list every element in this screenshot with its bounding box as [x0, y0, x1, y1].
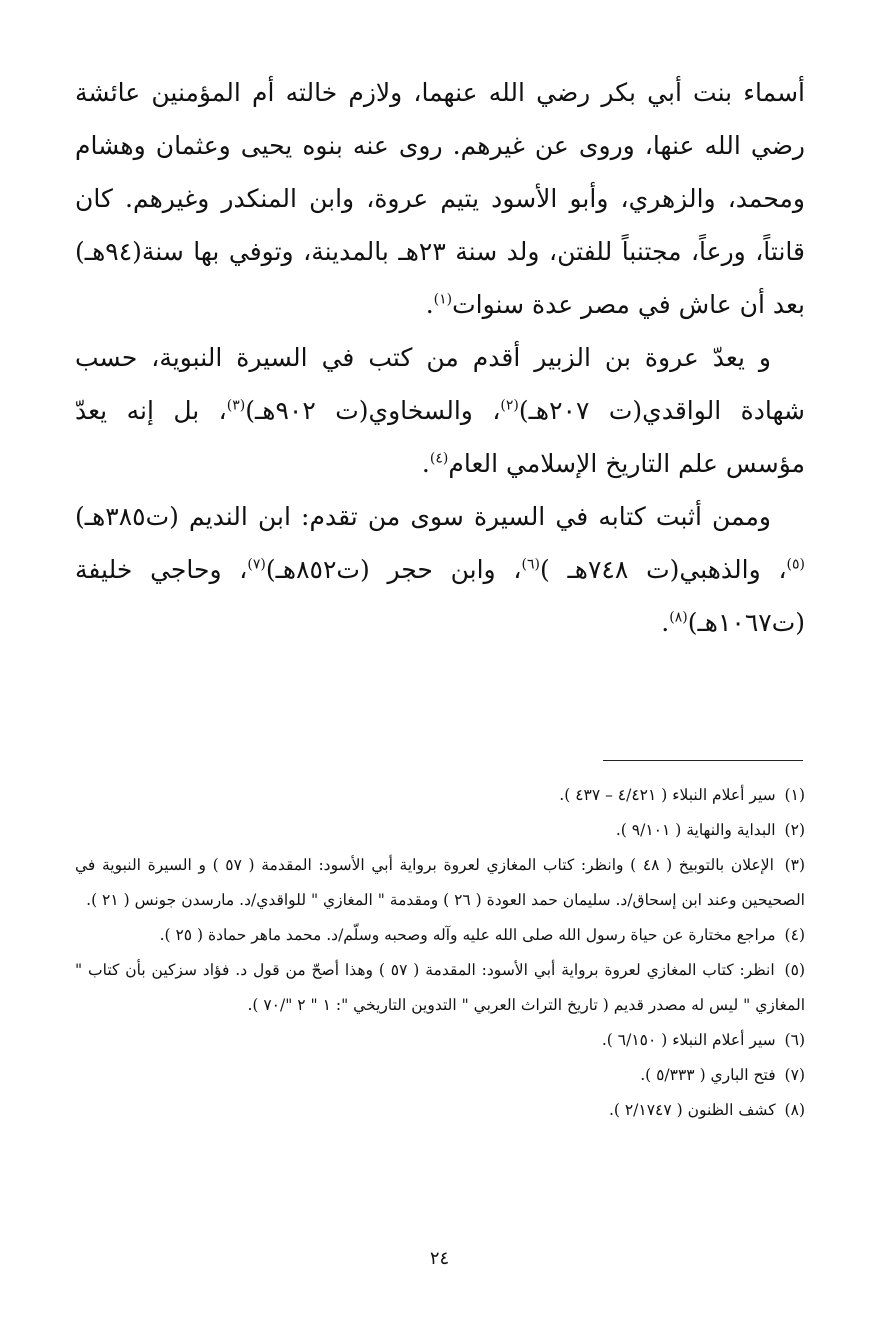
footnote-number: (٢) — [784, 821, 805, 839]
footnote-4 — [75, 918, 805, 953]
footnote-text: فتح الباري ( ٥/٣٣٣ ). — [640, 1066, 776, 1084]
footnote-text: الإعلان بالتوبيخ ( ٤٨ ) وانظر: كتاب المغازي لعروة برواية أبي الأسود: المقدمة ( ٥٧ ) و السيرة النبوية في الصحيحين وعند ابن إسحاق/د. سليمان حمد العودة ( ٢٦ ) ومقدمة " المغازي " للواقدي/د. مارسدن جونس ( ٢١ ). — [75, 856, 805, 909]
paragraph-1 — [75, 66, 805, 331]
footnote-ref-1[interactable]: (١) — [433, 291, 453, 308]
footnote-2 — [75, 813, 805, 848]
footnote-3 — [75, 848, 805, 918]
footnote-6 — [75, 1023, 805, 1058]
footnote-text: كشف الظنون ( ٢/١٧٤٧ ). — [608, 1101, 776, 1119]
text-run: و يعدّ عروة بن الزبير أقدم من كتب في السيرة النبوية، حسب شهادة الواقدي(ت ٢٠٧هـ) — [75, 343, 805, 425]
footnote-ref-4[interactable]: (٤) — [429, 450, 449, 467]
paragraph-3 — [75, 490, 805, 649]
main-text — [75, 66, 805, 649]
text-run: ، وحاجي خليفة (ت١٠٦٧هـ) — [75, 555, 805, 637]
footnote-ref-5[interactable]: (٥) — [786, 556, 805, 573]
footnote-number: (١) — [784, 786, 805, 804]
footnote-ref-7[interactable]: (٧) — [247, 556, 266, 573]
footnote-ref-8[interactable]: (٨) — [669, 609, 688, 626]
footnote-number: (٤) — [784, 926, 805, 944]
footnotes — [75, 778, 805, 1128]
footnote-number: (٦) — [784, 1031, 805, 1049]
text-run: ، بل إنه يعدّ مؤسس علم التاريخ الإسلامي العام — [75, 396, 805, 478]
paragraph-2 — [75, 331, 805, 490]
footnote-ref-2[interactable]: (٢) — [500, 397, 519, 414]
text-run: أسماء بنت أبي بكر رضي الله عنهما، ولازم خالته أم المؤمنين عائشة رضي الله عنها، وروى عن غيرهم. روى عنه بنوه يحيى وعثمان وهشام ومحمد، والزهري، وأبو الأسود يتيم عروة، وابن المنكدر وغيرهم. كان قانتاً، ورعاً، مجتنباً للفتن، ولد سنة ٢٣هـ بالمدينة، وتوفي بها سنة(٩٤هـ) بعد أن عاش في مصر عدة سنوات — [75, 78, 805, 319]
text-run: . — [421, 449, 430, 478]
text-run: ، وابن حجر (ت٨٥٢هـ) — [265, 555, 522, 584]
footnote-number: (٥) — [784, 961, 805, 979]
footnote-separator — [603, 760, 803, 761]
footnote-number: (٨) — [784, 1101, 805, 1119]
text-run: ، والذهبي(ت ٧٤٨هـ ) — [539, 555, 787, 584]
footnote-text: مراجع مختارة عن حياة رسول الله صلى الله عليه وآله وصحبه وسلّم/د. محمد ماهر حمادة ( ٢٥ ). — [159, 926, 776, 944]
text-run: وممن أثبت كتابه في السيرة سوى من تقدم: ابن النديم (ت٣٨٥هـ) — [75, 502, 771, 531]
footnote-ref-6[interactable]: (٦) — [521, 556, 540, 573]
footnote-number: (٣) — [784, 856, 806, 874]
text-run: . — [661, 608, 670, 637]
text-run: ، والسخاوي(ت ٩٠٢هـ) — [245, 396, 501, 425]
footnote-text: سير أعلام النبلاء ( ٦/١٥٠ ). — [601, 1031, 776, 1049]
footnote-number: (٧) — [784, 1066, 805, 1084]
footnote-7 — [75, 1058, 805, 1093]
footnote-8 — [75, 1093, 805, 1128]
text-run: . — [425, 290, 434, 319]
footnote-text: البداية والنهاية ( ٩/١٠١ ). — [615, 821, 776, 839]
page-number: ٢٤ — [429, 1248, 450, 1269]
footnote-text: انظر: كتاب المغازي لعروة برواية أبي الأسود: المقدمة ( ٥٧ ) وهذا أصحّ من قول د. فؤاد سزكين بأن كتاب " المغازي " ليس له مصدر قديم ( تاريخ التراث العربي " التدوين التاريخي ": ١ " ٢ "/٧٠ ). — [75, 961, 805, 1014]
footnote-text: سير أعلام النبلاء ( ٤/٤٢١ – ٤٣٧ ). — [559, 786, 776, 804]
footnote-ref-3[interactable]: (٣) — [226, 397, 246, 414]
footnote-1 — [75, 778, 805, 813]
footnote-5 — [75, 953, 805, 1023]
